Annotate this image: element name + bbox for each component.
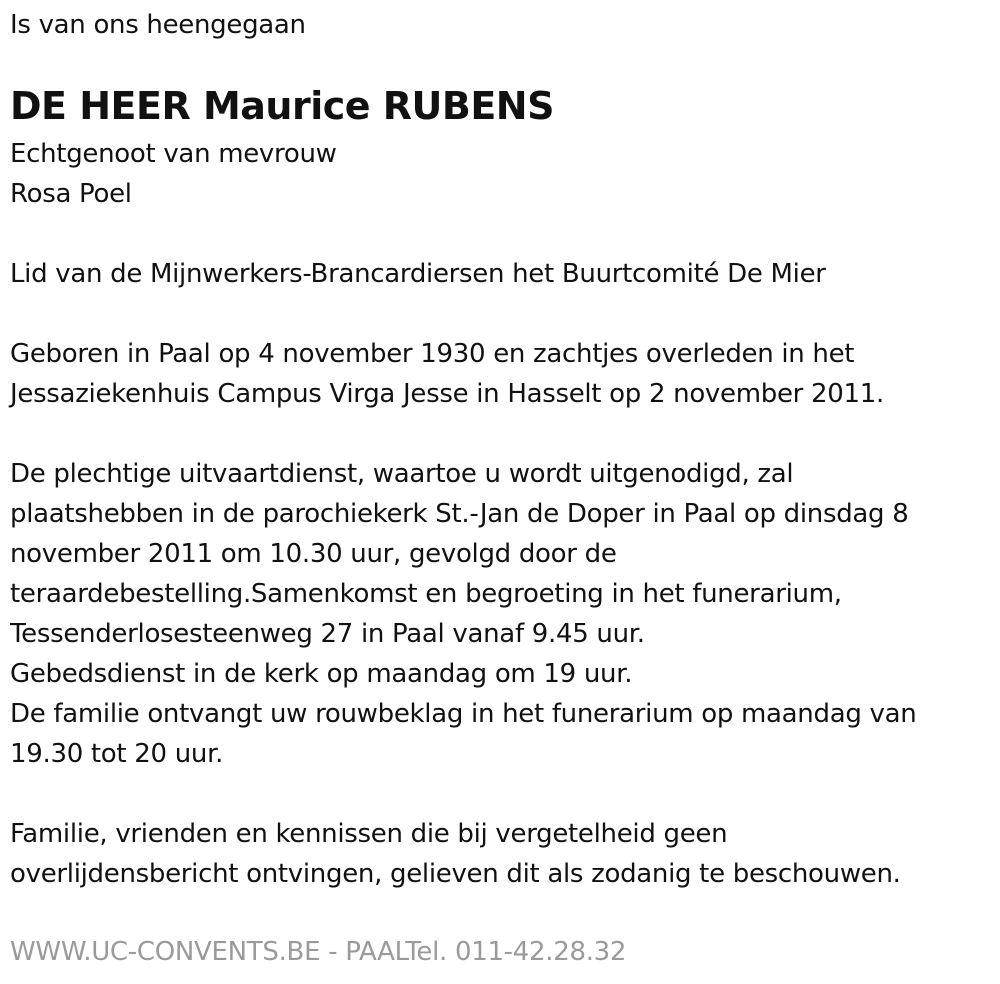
condolence-line: De familie ontvangt uw rouwbeklag in het funerarium op maandag van [10, 699, 917, 729]
service-line: plaatshebben in de parochiekerk St.-Jan de Doper in Paal op dinsdag 8 [10, 499, 909, 529]
prayer-service-line: Gebedsdienst in de kerk op maandag om 19 uur. [10, 659, 633, 689]
service-block [10, 454, 916, 774]
spouse-name: Rosa Poel [10, 179, 132, 209]
service-line: Tessenderlosesteenweg 27 in Paal vanaf 9.45 uur. [10, 619, 645, 649]
notice-line: overlijdensbericht ontvingen, gelieven dit als zodanig te beschouwen. [10, 859, 901, 889]
membership-block [10, 254, 826, 294]
spouse-line: Echtgenoot van mevrouw [10, 139, 337, 169]
footer-contact: WWW.UC-CONVENTS.BE - PAALTel. 011-42.28.32 [10, 937, 627, 967]
service-line: november 2011 om 10.30 uur, gevolgd door de [10, 539, 617, 569]
service-line: teraardebestelling.Samenkomst en begroeting in het funerarium, [10, 579, 842, 609]
notice-line: Familie, vrienden en kennissen die bij vergetelheid geen [10, 819, 728, 849]
birth-death-line: Geboren in Paal op 4 november 1930 en zachtjes overleden in het [10, 339, 855, 369]
birth-death-block [10, 334, 884, 414]
membership-text: Lid van de Mijnwerkers-Brancardiersen het Buurtcomité De Mier [10, 259, 826, 289]
birth-death-line: Jessaziekenhuis Campus Virga Jesse in Hasselt op 2 november 2011. [10, 379, 884, 409]
notice-block [10, 814, 901, 894]
intro-text: Is van ons heengegaan [10, 10, 306, 40]
deceased-name: DE HEER Maurice RUBENS [10, 84, 554, 128]
service-line: De plechtige uitvaartdienst, waartoe u wordt uitgenodigd, zal [10, 459, 794, 489]
spouse-block [10, 134, 337, 214]
condolence-line: 19.30 tot 20 uur. [10, 739, 224, 769]
